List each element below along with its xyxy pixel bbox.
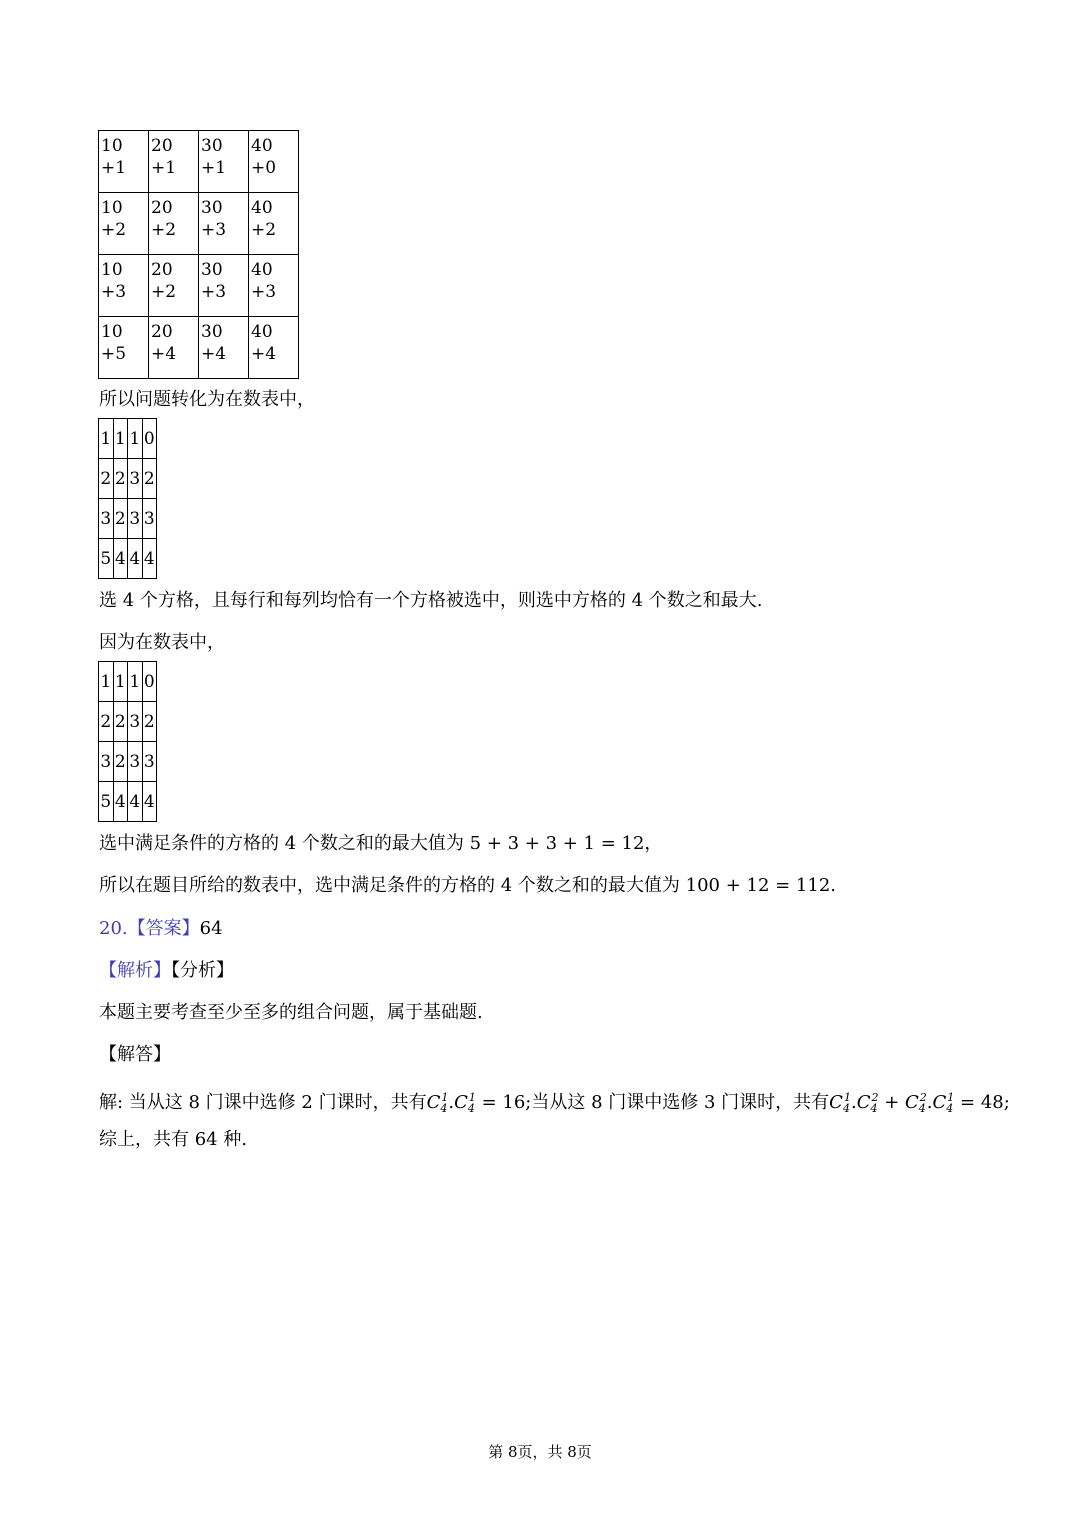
table-cell: 1 [99, 662, 114, 702]
table-cell [199, 255, 249, 317]
table-cell: 3 [128, 459, 143, 499]
cell-addend: +3 [201, 282, 227, 302]
table-cell: 2 [113, 459, 128, 499]
table-cell: 2 [99, 702, 114, 742]
table-cell [99, 131, 149, 193]
jiexi-tag: 【解析】 [99, 960, 171, 981]
question-number: 20. [99, 918, 128, 939]
table-cell: 1 [128, 419, 143, 459]
table-cell: 5 [99, 782, 114, 822]
table-digits-1 [98, 418, 157, 579]
table-cell [199, 131, 249, 193]
comb-term: $C_4^1$ [454, 1091, 476, 1115]
text-line-2: 选 4 个方格，且每行和每列均恰有一个方格被选中，则选中方格的 4 个数之和最大. [99, 590, 763, 611]
table-row [99, 193, 299, 255]
table-cell: 2 [142, 459, 157, 499]
table-cell: 2 [113, 742, 128, 782]
comb-term: $C_4^2$ [856, 1091, 879, 1115]
question-20-answer [99, 917, 223, 941]
table-cell [199, 193, 249, 255]
comb-term: $C_4^2$ [905, 1091, 927, 1115]
cell-tens: 40 [251, 322, 273, 342]
solution-text-b: = 16;当从这 8 门课中选修 3 门课时，共有 [475, 1092, 830, 1113]
cell-tens: 30 [201, 260, 223, 280]
table-cell: 3 [128, 499, 143, 539]
table-cell: 2 [113, 499, 128, 539]
table-cell: 1 [113, 662, 128, 702]
table-cell: 1 [113, 419, 128, 459]
table-cell: 3 [128, 702, 143, 742]
cell-addend: +1 [101, 158, 127, 178]
text-line-4: 选中满足条件的方格的 4 个数之和的最大值为 5 + 3 + 3 + 1 = 12， [99, 833, 663, 854]
cell-addend: +2 [101, 220, 127, 240]
cell-tens: 20 [151, 198, 173, 218]
cell-addend: +5 [101, 344, 127, 364]
cell-addend: +3 [251, 282, 277, 302]
cell-tens: 10 [101, 198, 123, 218]
table-cell [99, 255, 149, 317]
table-cell: 3 [128, 742, 143, 782]
fenxi-tag: 【分析】 [171, 960, 234, 981]
table-cell: 0 [142, 662, 157, 702]
table-cell: 4 [128, 782, 143, 822]
cell-tens: 30 [201, 136, 223, 156]
text-line-5: 所以在题目所给的数表中，选中满足条件的方格的 4 个数之和的最大值为 100 + 12 = 112. [99, 875, 837, 896]
table-cell: 2 [99, 459, 114, 499]
cell-addend: +4 [151, 344, 177, 364]
cell-addend: +1 [201, 158, 227, 178]
cell-tens: 20 [151, 260, 173, 280]
cell-addend: +2 [251, 220, 277, 240]
table-cell: 0 [142, 419, 157, 459]
cell-tens: 40 [251, 198, 273, 218]
table-cell [249, 131, 299, 193]
cell-tens: 20 [151, 136, 173, 156]
cell-addend: +1 [151, 158, 177, 178]
cell-tens: 30 [201, 322, 223, 342]
table-cell [249, 193, 299, 255]
analysis-heading [99, 959, 234, 983]
text-line-1: 所以问题转化为在数表中， [99, 389, 315, 410]
table-row [99, 782, 157, 822]
solution-line: 解: 当从这 8 门课中选修 2 门课时，共有$C_4^1.C_4^1 = 16$;当从这 8 门课中选修 3 门课时，共有$C_4^1.C_4^2 + C_4^2.C_4^1 = 48$; [99, 1086, 1010, 1121]
cell-tens: 10 [101, 136, 123, 156]
comb-term: $C_4^1$ [829, 1091, 851, 1115]
cell-addend: +4 [201, 344, 227, 364]
text-line-6: 本题主要考查至少至多的组合问题，属于基础题. [99, 1002, 483, 1023]
table-row [99, 459, 157, 499]
cell-tens: 10 [101, 260, 123, 280]
table-cell [249, 317, 299, 379]
table-row [99, 702, 157, 742]
cell-addend: +0 [251, 158, 277, 178]
table-cell [99, 317, 149, 379]
table-cell: 4 [113, 782, 128, 822]
text-line-3: 因为在数表中， [99, 632, 225, 653]
table-sum [98, 130, 299, 379]
table-cell [149, 317, 199, 379]
table-cell [149, 131, 199, 193]
comb-term: $C_4^1$ [426, 1091, 449, 1115]
table-cell: 3 [142, 742, 157, 782]
solution-heading: 【解答】 [99, 1044, 171, 1065]
table-row [99, 317, 299, 379]
table-cell: 2 [113, 702, 128, 742]
table-cell: 1 [128, 662, 143, 702]
table-cell: 4 [142, 539, 157, 579]
table-row [99, 499, 157, 539]
cell-tens: 40 [251, 260, 273, 280]
table-cell: 5 [99, 539, 114, 579]
table-cell: 1 [99, 419, 114, 459]
table-row [99, 131, 299, 193]
cell-addend: +4 [251, 344, 277, 364]
solution-text-a: 解: 当从这 8 门课中选修 2 门课时，共有 [99, 1092, 427, 1113]
table-cell [99, 193, 149, 255]
table-row [99, 662, 157, 702]
table-cell [249, 255, 299, 317]
cell-addend: +2 [151, 282, 177, 302]
table-cell: 3 [142, 499, 157, 539]
answer-tag: 【答案】 [127, 918, 200, 939]
table-digits-2 [98, 661, 157, 822]
cell-addend: +2 [151, 220, 177, 240]
table-cell [149, 255, 199, 317]
cell-tens: 10 [101, 322, 123, 342]
table-row [99, 742, 157, 782]
cell-tens: 30 [201, 198, 223, 218]
table-cell: 4 [142, 782, 157, 822]
table-row [99, 539, 157, 579]
answer-value: 64 [199, 918, 223, 939]
cell-tens: 40 [251, 136, 273, 156]
text-line-8: 综上，共有 64 种. [99, 1129, 248, 1150]
table-cell [199, 317, 249, 379]
solution-text-c: = 48; [954, 1092, 1010, 1113]
table-cell: 4 [113, 539, 128, 579]
cell-addend: +3 [201, 220, 227, 240]
cell-tens: 20 [151, 322, 173, 342]
table-row [99, 419, 157, 459]
cell-addend: +3 [101, 282, 127, 302]
table-cell: 3 [99, 742, 114, 782]
table-cell [149, 193, 199, 255]
table-cell: 3 [99, 499, 114, 539]
table-cell: 4 [128, 539, 143, 579]
page-footer: 第 8页，共 8页 [488, 1443, 592, 1461]
table-row [99, 255, 299, 317]
comb-term: $C_4^1$ [932, 1091, 955, 1115]
table-cell: 2 [142, 702, 157, 742]
